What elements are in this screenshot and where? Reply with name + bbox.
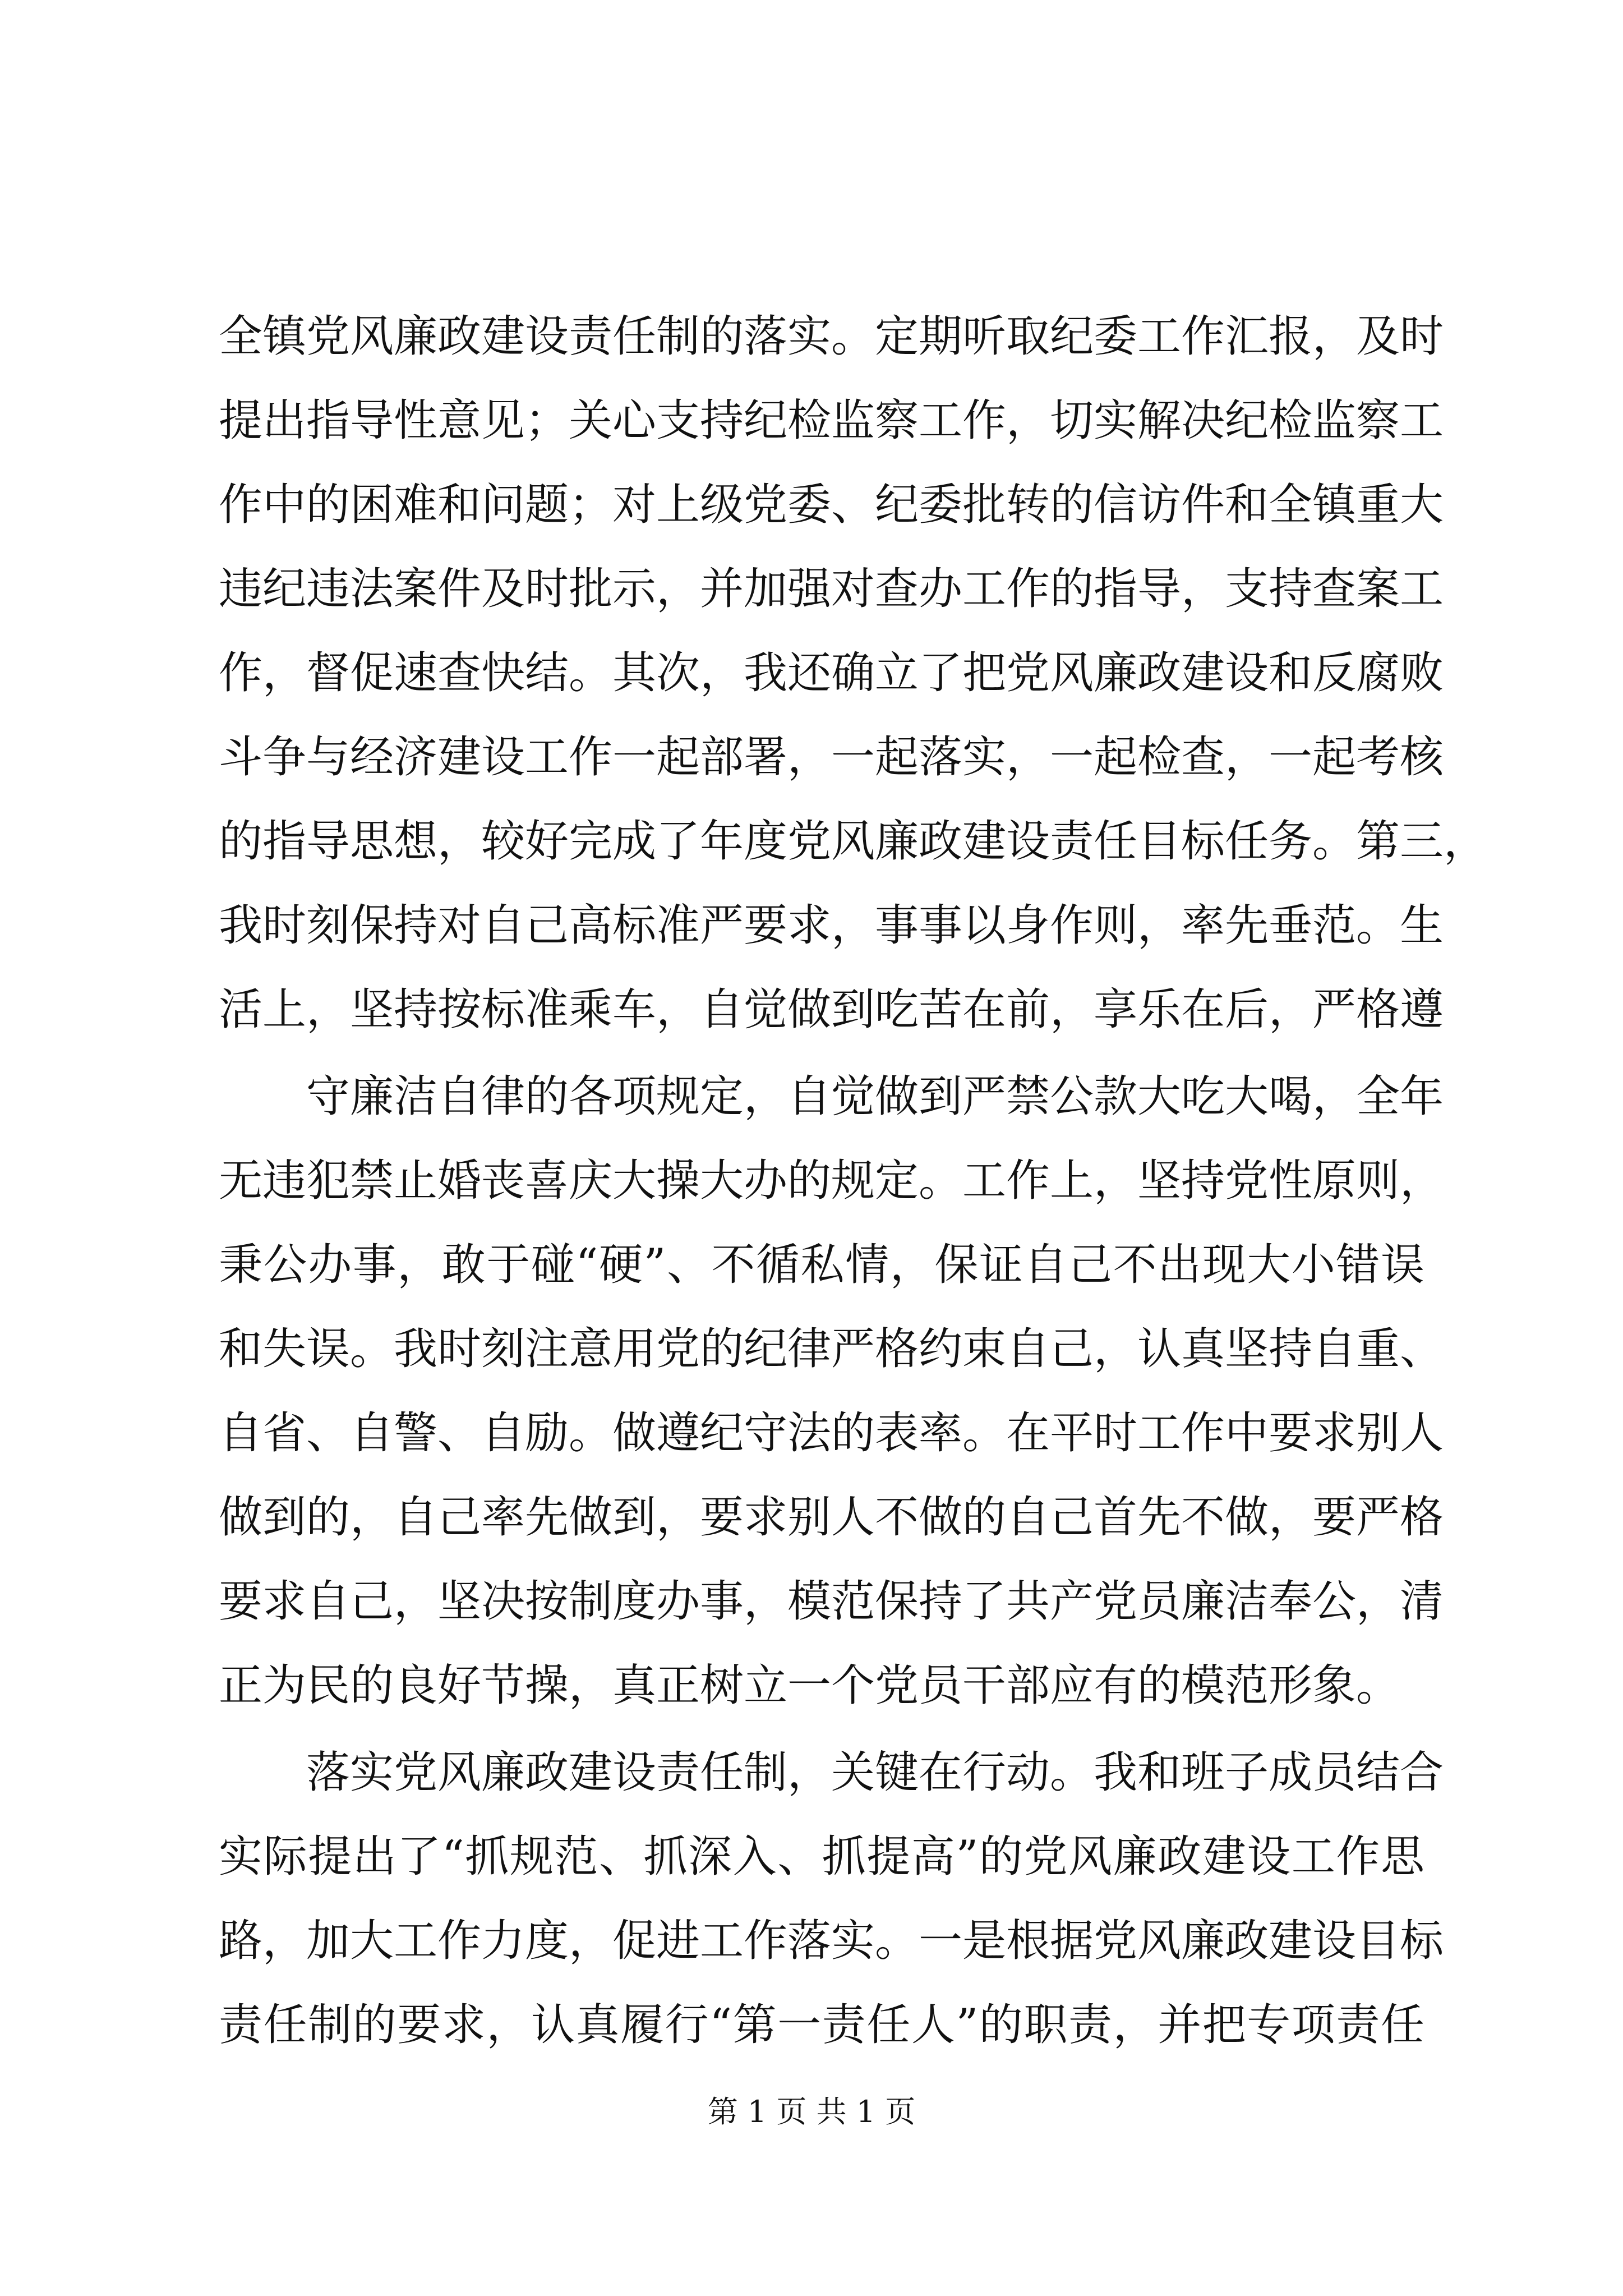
text-line: 路，加大工作力度，促进工作落实。一是根据党风廉政建设目标 (219, 1916, 1444, 1966)
text-line: 我时刻保持对自己高标准严要求，事事以身作则，率先垂范。生 (219, 900, 1444, 951)
text-line: 守廉洁自律的各项规定，自觉做到严禁公款大吃大喝，全年 (306, 1071, 1444, 1122)
text-line: 的指导思想，较好完成了年度党风廉政建设责任目标任务。第三， (219, 816, 1488, 867)
text-line: 作，督促速查快结。其次，我还确立了把党风廉政建设和反腐败 (219, 648, 1444, 698)
text-line: 斗争与经济建设工作一起部署，一起落实，一起检查，一起考核 (219, 732, 1444, 783)
page-number-footer: 第 1 页 共 1 页 (707, 2094, 916, 2129)
text-line: 秉公办事，敢于碰“硬”、不循私情，保证自己不出现大小错误 (219, 1240, 1424, 1290)
text-line: 和失误。我时刻注意用党的纪律严格约束自己，认真坚持自重、 (219, 1324, 1444, 1374)
text-line: 提出指导性意见；关心支持纪检监察工作，切实解决纪检监察工 (219, 395, 1444, 446)
text-line: 正为民的良好节操，真正树立一个党员干部应有的模范形象。 (219, 1660, 1400, 1711)
text-line: 全镇党风廉政建设责任制的落实。定期听取纪委工作汇报，及时 (219, 311, 1444, 362)
text-line: 无违犯禁止婚丧喜庆大操大办的规定。工作上，坚持党性原则， (219, 1156, 1444, 1206)
text-line: 违纪违法案件及时批示，并加强对查办工作的指导，支持查案工 (219, 564, 1444, 614)
text-line: 要求自己，坚决按制度办事，模范保持了共产党员廉洁奉公，清 (219, 1576, 1444, 1627)
text-line: 实际提出了“抓规范、抓深入、抓提高”的党风廉政建设工作思 (219, 1832, 1424, 1882)
text-line: 落实党风廉政建设责任制，关键在行动。我和班子成员结合 (306, 1747, 1444, 1798)
text-line: 责任制的要求，认真履行“第一责任人”的职责，并把专项责任 (219, 2000, 1424, 2050)
text-line: 自省、自警、自励。做遵纪守法的表率。在平时工作中要求别人 (219, 1408, 1444, 1458)
text-line: 做到的，自己率先做到，要求别人不做的自己首先不做，要严格 (219, 1492, 1444, 1543)
text-line: 活上，坚持按标准乘车，自觉做到吃苦在前，享乐在后，严格遵 (219, 984, 1444, 1035)
text-line: 作中的困难和问题；对上级党委、纪委批转的信访件和全镇重大 (219, 480, 1444, 530)
